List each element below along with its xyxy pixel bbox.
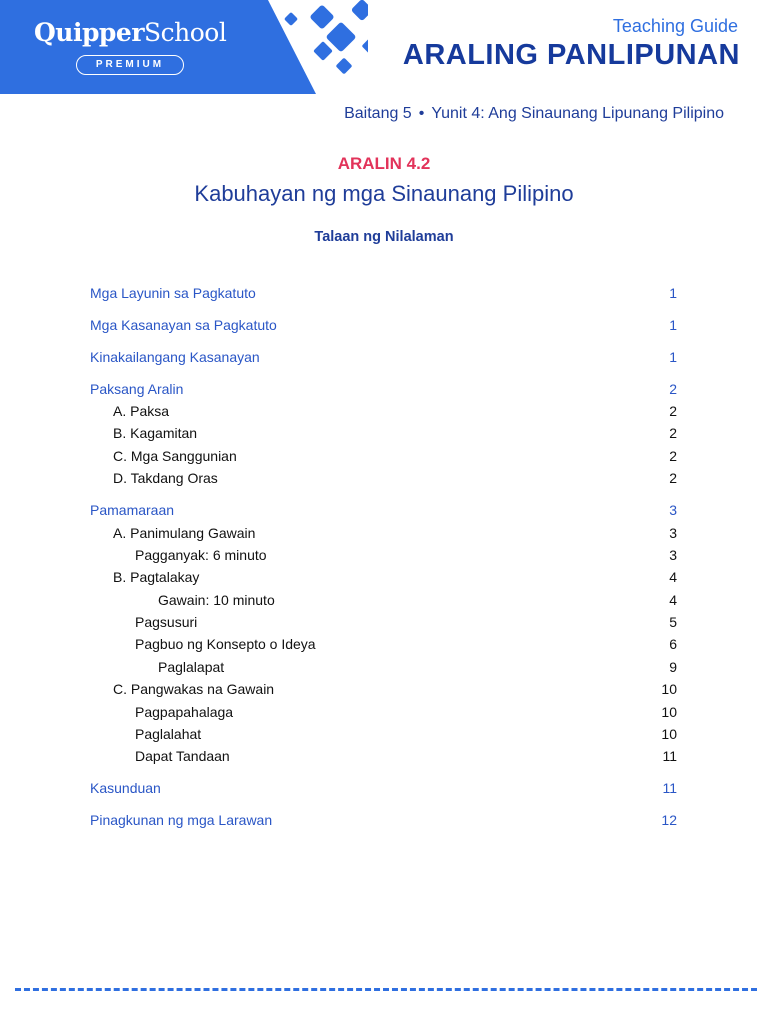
- header-banner: [0, 0, 768, 94]
- toc-entry-label: Mga Kasanayan sa Pagkatuto: [90, 316, 277, 333]
- toc-entry-paksa[interactable]: [90, 400, 680, 422]
- toc-entry-label: Pagbuo ng Konsepto o Ideya: [135, 636, 316, 653]
- toc-entry-label: C. Pangwakas na Gawain: [113, 681, 275, 698]
- breadcrumb-grade: Baitang 5: [344, 105, 412, 122]
- toc-entry-gawain[interactable]: [90, 589, 680, 611]
- subject-title: ARALING PANLIPUNAN: [402, 39, 740, 71]
- toc-entry-label: Pagganyak: 6 minuto: [135, 546, 267, 563]
- lesson-code: ARALIN 4.2: [337, 154, 431, 173]
- toc-entry-label: Pinagkunan ng mga Larawan: [90, 812, 273, 829]
- toc-entry-page: 1: [669, 285, 677, 301]
- logo-brand-light: School: [144, 18, 227, 47]
- quipper-school-logo: [34, 16, 226, 49]
- toc-entry-label: D. Takdang Oras: [113, 470, 218, 487]
- toc-entry-page: 3: [669, 546, 677, 563]
- toc-entry-kagamitan[interactable]: [90, 422, 680, 444]
- toc-entry-page: 1: [669, 348, 677, 365]
- toc-entry-page: 11: [662, 748, 677, 765]
- toc-entry-page: 4: [669, 591, 677, 608]
- toc-entry-page: 2: [669, 470, 677, 487]
- breadcrumb: [344, 105, 724, 123]
- toc-entry-page: 1: [669, 316, 677, 333]
- toc-entry-page: 2: [669, 403, 677, 420]
- toc-entry-kasunduan[interactable]: [90, 777, 680, 799]
- footer-dashed-divider: [15, 988, 757, 991]
- toc-entry-page: 2: [669, 425, 677, 442]
- toc-entry-page: 9: [669, 658, 677, 675]
- toc-entry-page: 3: [669, 524, 677, 541]
- toc-heading: Talaan ng Nilalaman: [314, 229, 454, 245]
- toc-entry-label: Paglalapat: [158, 658, 225, 675]
- toc-entry-layunin[interactable]: [90, 282, 680, 304]
- toc-entry-label: Gawain: 10 minuto: [158, 591, 275, 608]
- toc-entry-label: B. Pagtalakay: [113, 569, 200, 586]
- toc-entry-label: Kasunduan: [90, 780, 161, 797]
- toc-entry-pinagkunan[interactable]: [90, 809, 680, 831]
- toc-entry-label: Dapat Tandaan: [135, 748, 230, 765]
- toc-entry-page: 10: [661, 726, 677, 743]
- teaching-guide-label: Teaching Guide: [612, 16, 738, 36]
- toc-entry-paksang-aralin[interactable]: [90, 378, 680, 400]
- toc-entry-label: Kinakailangang Kasanayan: [90, 348, 260, 365]
- toc-entry-paglalahat[interactable]: [90, 723, 680, 745]
- toc-entry-page: 2: [669, 447, 677, 464]
- toc-entry-paglalapat[interactable]: [90, 656, 680, 678]
- toc-entry-label: Pagpapahalaga: [135, 703, 234, 720]
- toc-entry-dapat-tandaan[interactable]: [90, 745, 680, 767]
- logo-brand-bold: Quipper: [34, 18, 144, 47]
- toc-entry-sanggunian[interactable]: [90, 445, 680, 467]
- toc-entry-panimulang-gawain[interactable]: [90, 522, 680, 544]
- toc-entry-pagsusuri[interactable]: [90, 611, 680, 633]
- toc-entry-pagtalakay[interactable]: [90, 566, 680, 588]
- toc-entry-label: Paksang Aralin: [90, 380, 184, 397]
- toc-entry-page: 12: [661, 812, 677, 829]
- toc-entry-pagpapahalaga[interactable]: [90, 701, 680, 723]
- toc-entry-page: 6: [669, 636, 677, 653]
- toc-entry-label: A. Paksa: [113, 403, 170, 420]
- toc-entry-page: 10: [661, 681, 677, 698]
- toc-entry-page: 2: [669, 380, 677, 397]
- toc-entry-label: C. Mga Sanggunian: [113, 447, 237, 464]
- breadcrumb-unit: Yunit 4: Ang Sinaunang Lipunang Pilipino: [431, 105, 724, 122]
- toc-entry-page: 3: [669, 502, 677, 519]
- toc-entry-label: Paglalahat: [135, 726, 202, 743]
- toc-entry-label: B. Kagamitan: [113, 425, 198, 442]
- toc-entry-page: 10: [661, 703, 677, 720]
- toc-entry-kinakailangang-kasanayan[interactable]: [90, 346, 680, 368]
- toc-entry-pamamaraan[interactable]: [90, 499, 680, 521]
- toc-entry-kasanayan[interactable]: [90, 314, 680, 336]
- toc-entry-page: 4: [669, 569, 677, 586]
- toc-entry-label: A. Panimulang Gawain: [113, 524, 256, 541]
- toc-entry-label: Pagsusuri: [135, 614, 198, 631]
- toc-entry-page: 11: [662, 780, 677, 797]
- toc-entry-pagganyak[interactable]: [90, 544, 680, 566]
- toc-entry-pagbuo-ng-konsepto[interactable]: [90, 633, 680, 655]
- toc-entry-pangwakas-na-gawain[interactable]: [90, 678, 680, 700]
- toc-entry-page: 5: [669, 614, 677, 631]
- toc-entry-takdang-oras[interactable]: [90, 467, 680, 489]
- premium-badge: PREMIUM: [76, 55, 184, 75]
- toc-entry-label: Mga Layunin sa Pagkatuto: [90, 285, 256, 301]
- table-of-contents: [90, 282, 680, 832]
- toc-entry-label: Pamamaraan: [90, 502, 175, 519]
- lesson-title: Kabuhayan ng mga Sinaunang Pilipino: [194, 181, 574, 206]
- breadcrumb-separator: •: [418, 105, 425, 122]
